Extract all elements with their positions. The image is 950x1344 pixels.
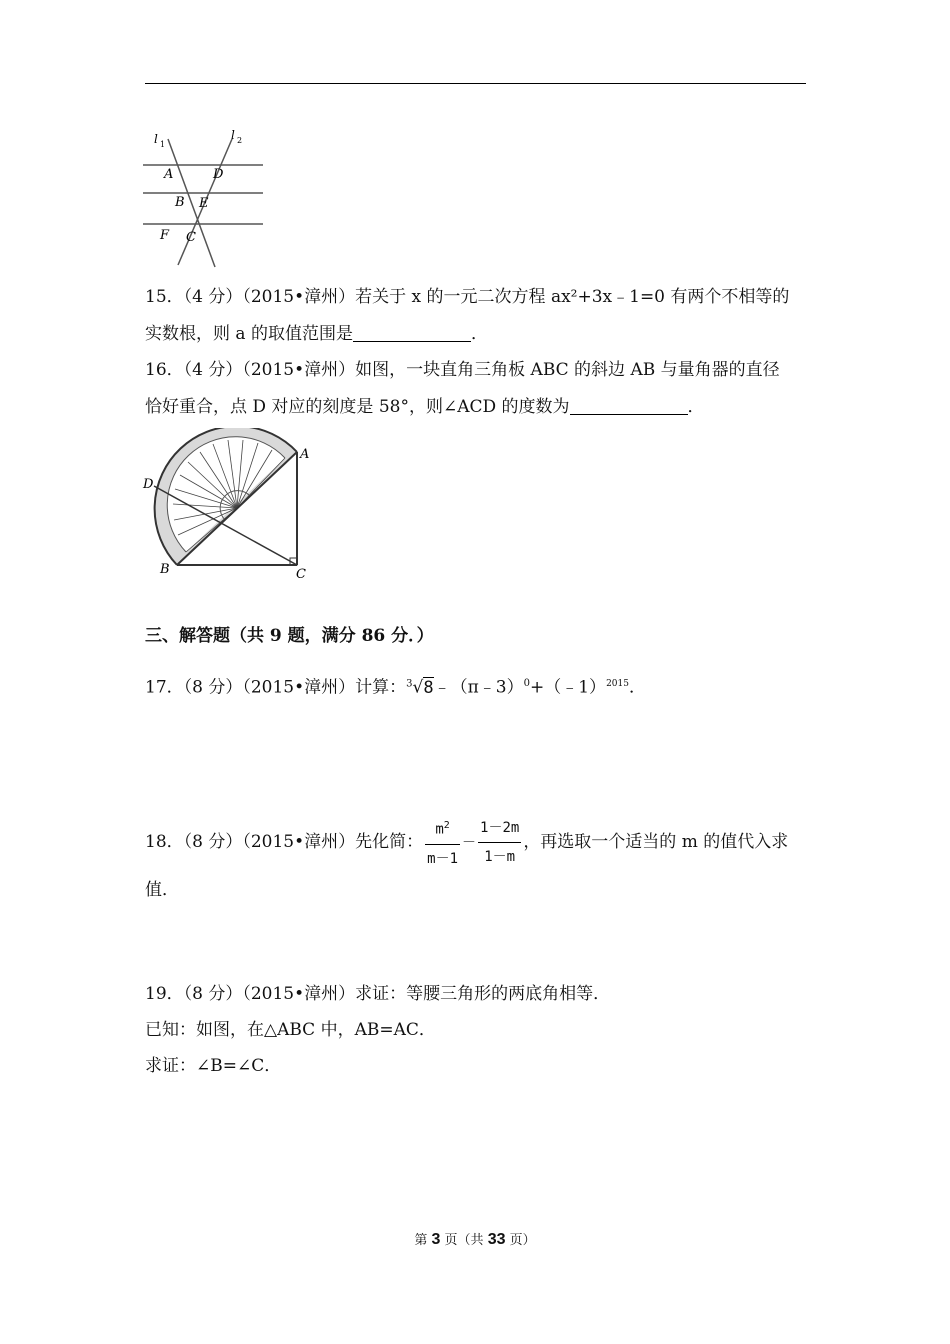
label-A: A: [300, 447, 310, 462]
radical-icon: √: [412, 677, 424, 698]
header-rule: [145, 83, 806, 84]
q15-line2: 实数根，则 a 的取值范围是 ．: [145, 324, 488, 344]
q19-prove: 求证：∠B=∠C．: [145, 1056, 282, 1076]
section-heading: 三、解答题（共 9 题，满分 86 分．）: [145, 626, 434, 646]
page-total: 33: [487, 1231, 506, 1248]
label-D: D: [143, 477, 154, 492]
page-number: 3: [431, 1231, 441, 1248]
fraction-2: $\frac{1-2m}{1-m}$: [478, 816, 521, 869]
page-footer: 第 3 页（共 33 页）: [414, 1231, 536, 1248]
fraction-1: $\frac{m^2}{m-1}$: [425, 814, 460, 871]
q17-line: 17．（8 分）（2015•漳州）计算：$^3$√8﹣（π﹣3）$^0$+（﹣1）$^{2015}$．: [145, 677, 646, 698]
label-A: A: [164, 167, 174, 182]
q16-line1: 16．（4 分）（2015•漳州）如图，一块直角三角板 ABC 的斜边 AB 与量角器的直径: [145, 360, 780, 380]
label-l2-sub: 2: [237, 136, 243, 145]
label-C: C: [296, 567, 306, 582]
q15-line1: 15．（4 分）（2015•漳州）若关于 x 的一元二次方程 ax²+3x﹣1=0 有两个不相等的: [145, 287, 790, 307]
answer-blank[interactable]: [570, 396, 688, 415]
label-l2: l: [231, 128, 235, 142]
label-B: B: [160, 562, 170, 577]
q18-line2: 值．: [145, 880, 179, 900]
protractor-triangle-figure: [140, 428, 320, 583]
q19-line1: 19．（8 分）（2015•漳州）求证：等腰三角形的两底角相等．: [145, 984, 611, 1004]
label-E: E: [199, 196, 209, 211]
root-index: 3: [406, 678, 413, 690]
label-F: F: [160, 228, 170, 243]
q18-line1: 18．（8 分）（2015•漳州）先化简： $\frac{m^2}{m-1}$ － $\frac{1-2m}{1-m}$ ，再选取一个适当的 m 的值代入求: [145, 814, 788, 871]
parallel-lines-figure: [140, 125, 270, 273]
label-C: C: [186, 230, 196, 245]
q19-given: 已知：如图，在△ABC 中，AB=AC．: [145, 1020, 436, 1040]
label-B: B: [175, 195, 185, 210]
label-D: D: [213, 167, 224, 182]
q16-line2: 恰好重合，点 D 对应的刻度是 58°，则∠ACD 的度数为 ．: [145, 397, 705, 417]
answer-blank[interactable]: [353, 323, 471, 342]
label-l1-sub: 1: [160, 140, 166, 149]
label-l1: l: [154, 132, 158, 146]
